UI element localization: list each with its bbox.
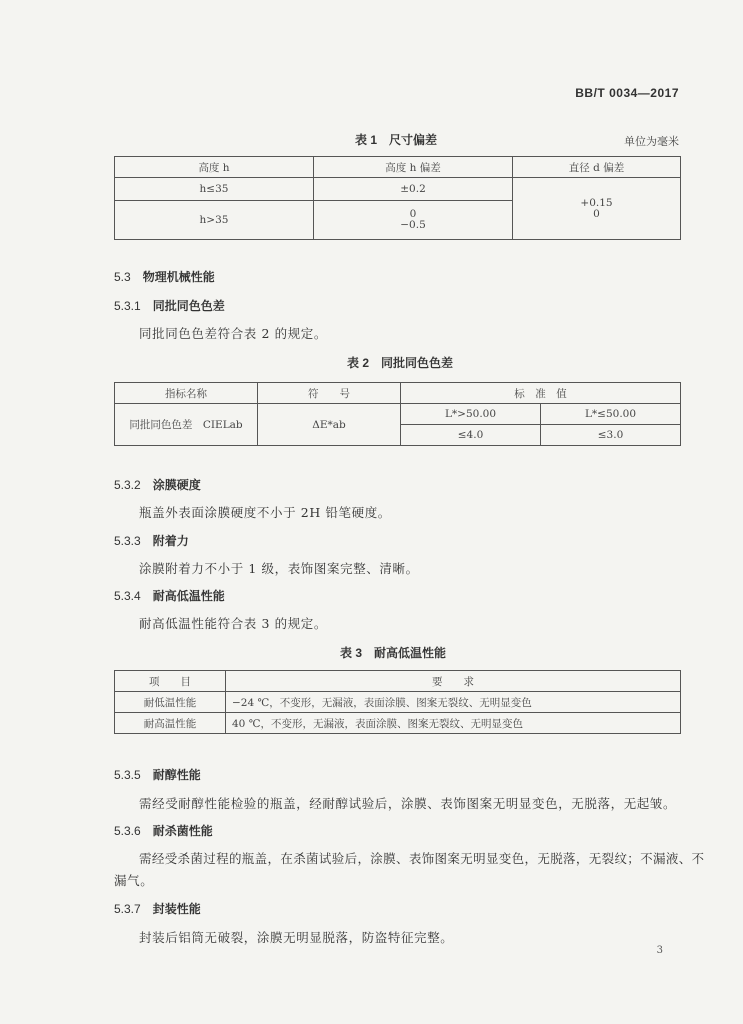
table3-req: 40 ℃，不变形，无漏液，表面涂膜、图案无裂纹、无明显变色 — [226, 713, 681, 734]
section-5-3-7: 5.3.7 封装性能 — [114, 902, 201, 916]
table1-cell: h>35 — [115, 201, 314, 240]
section-5-3-6-text-line1: 需经受杀菌过程的瓶盖，在杀菌试验后，涂膜、表饰图案无明显变色，无脱落，无裂纹；不漏液、不 — [139, 851, 705, 866]
section-5-3-2-text: 瓶盖外表面涂膜硬度不小于 2H 铅笔硬度。 — [139, 505, 391, 520]
table1-header-height: 高度 h — [115, 157, 314, 178]
table1-diameter-dev: +0.15 0 — [513, 178, 681, 240]
table1-cell: ±0.2 — [314, 178, 513, 201]
table1 — [114, 156, 681, 240]
section-5-3-6: 5.3.6 耐杀菌性能 — [114, 824, 213, 838]
section-5-3: 5.3 物理机械性能 — [114, 270, 215, 284]
table2 — [114, 382, 681, 446]
table2-val1: ≤4.0 — [401, 425, 541, 446]
section-5-3-3-text: 涂膜附着力不小于 1 级，表饰图案完整、清晰。 — [139, 561, 419, 576]
table1-cell: h≤35 — [115, 178, 314, 201]
section-5-3-6-text-line2: 漏气。 — [114, 873, 154, 888]
table1-header-diameter-dev: 直径 d 偏差 — [513, 157, 681, 178]
table1-cell: 0 −0.5 — [314, 201, 513, 240]
table1-title: 表 1 尺寸偏差 — [355, 133, 438, 147]
table2-symbol: ΔE*ab — [258, 404, 401, 446]
section-5-3-1: 5.3.1 同批同色色差 — [114, 299, 225, 313]
section-5-3-7-text: 封装后铝筒无破裂，涂膜无明显脱落，防盗特征完整。 — [139, 930, 454, 945]
table1-header-height-dev: 高度 h 偏差 — [314, 157, 513, 178]
page-number: 3 — [656, 945, 663, 956]
table3-header-req: 要 求 — [226, 671, 681, 692]
table2-cond2: L*≤50.00 — [541, 404, 681, 425]
table3-title: 表 3 耐高低温性能 — [340, 646, 447, 660]
section-5-3-3: 5.3.3 附着力 — [114, 534, 189, 548]
table2-title: 表 2 同批同色色差 — [347, 356, 454, 370]
table2-cond1: L*>50.00 — [401, 404, 541, 425]
table2-val2: ≤3.0 — [541, 425, 681, 446]
section-5-3-4-text: 耐高低温性能符合表 3 的规定。 — [139, 616, 328, 631]
table3-item: 耐低温性能 — [115, 692, 226, 713]
table3-req: −24 ℃，不变形，无漏液，表面涂膜、图案无裂纹、无明显变色 — [226, 692, 681, 713]
section-5-3-4: 5.3.4 耐高低温性能 — [114, 589, 225, 603]
standard-number: BB/T 0034—2017 — [575, 86, 679, 100]
table3 — [114, 670, 681, 734]
section-5-3-1-text: 同批同色色差符合表 2 的规定。 — [139, 326, 328, 341]
table2-header-standard: 标 准 值 — [401, 383, 681, 404]
section-5-3-5-text: 需经受耐醇性能检验的瓶盖，经耐醇试验后，涂膜、表饰图案无明显变色，无脱落，无起皱。 — [139, 796, 677, 811]
table2-header-symbol: 符 号 — [258, 383, 401, 404]
table2-header-name: 指标名称 — [115, 383, 258, 404]
section-5-3-5: 5.3.5 耐醇性能 — [114, 768, 201, 782]
table2-indicator-name: 同批同色色差 CIELab — [115, 404, 258, 446]
table3-header-item: 项 目 — [115, 671, 226, 692]
table3-item: 耐高温性能 — [115, 713, 226, 734]
section-5-3-2: 5.3.2 涂膜硬度 — [114, 478, 201, 492]
table1-unit: 单位为毫米 — [624, 135, 679, 148]
